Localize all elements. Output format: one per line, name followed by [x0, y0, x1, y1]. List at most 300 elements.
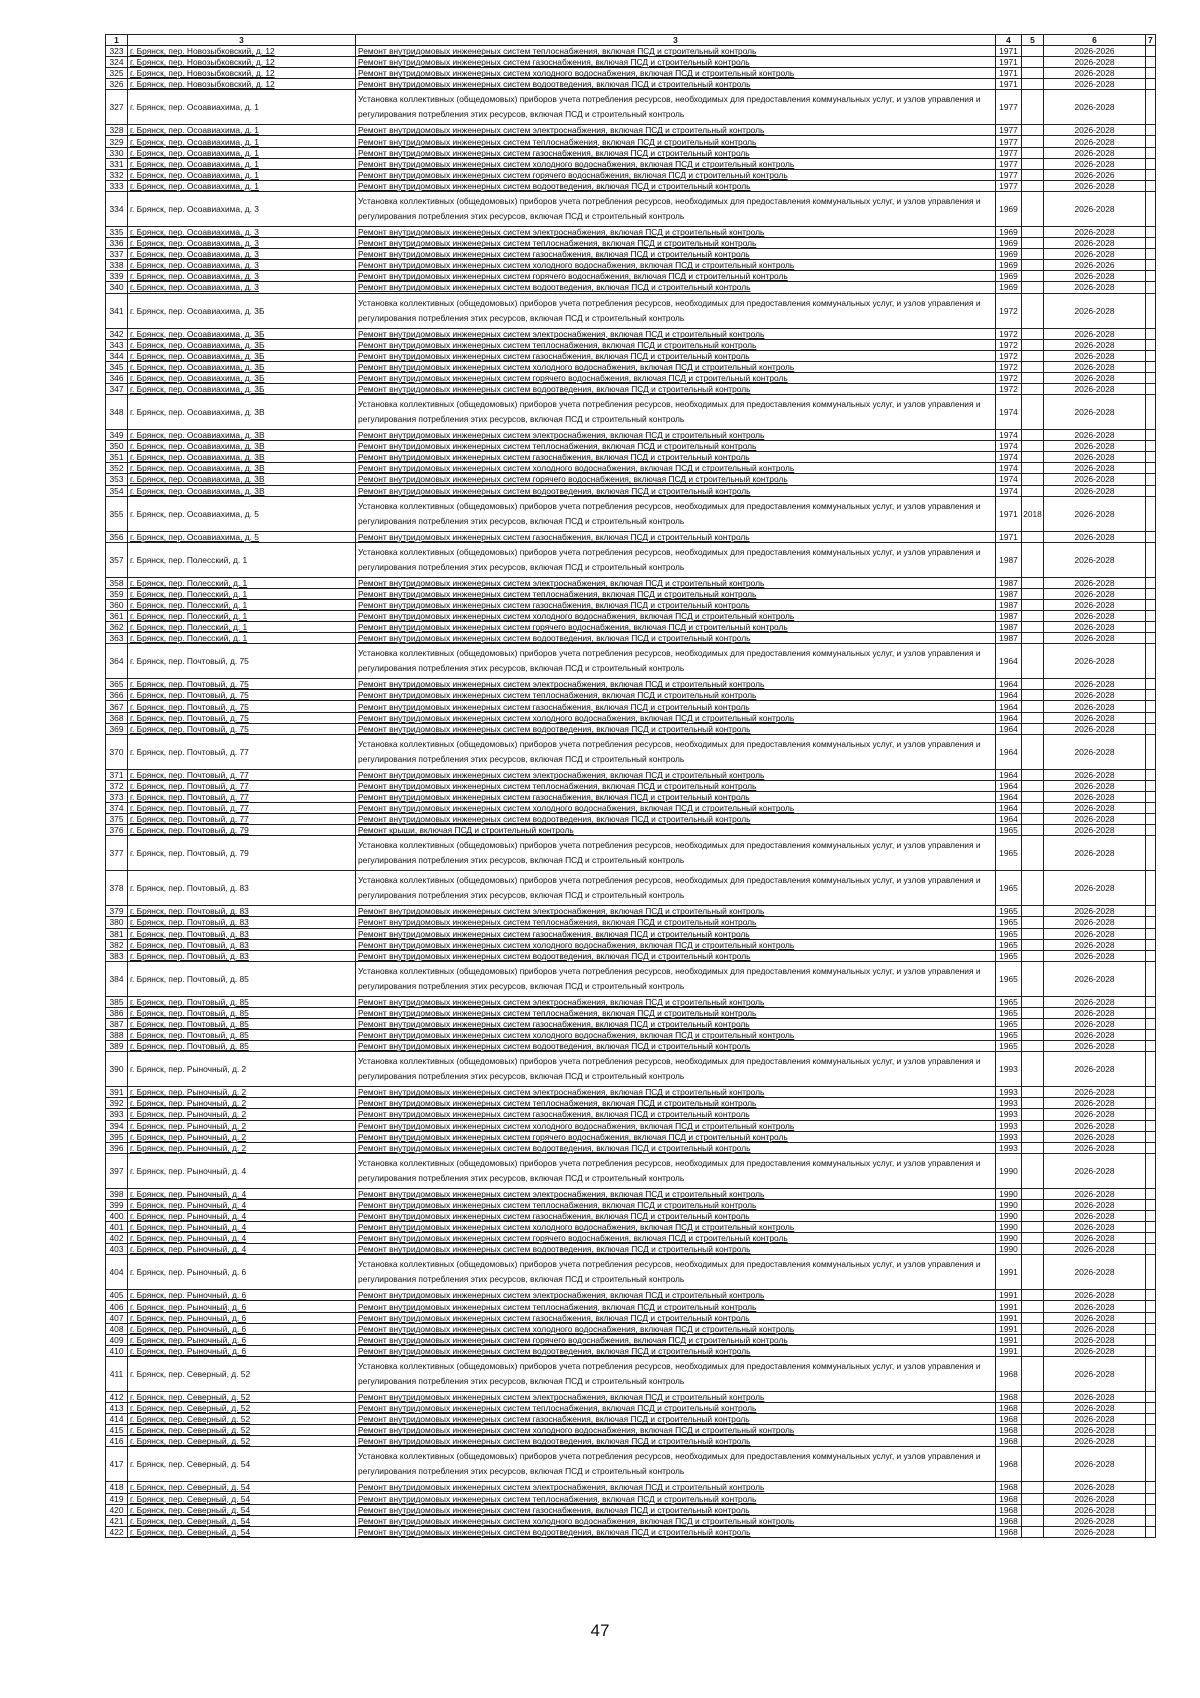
address-cell: г. Брянск, пер. Рыночный, д. 2	[128, 1052, 356, 1087]
period-cell: 2026-2028	[1044, 1312, 1146, 1323]
period-cell: 2026-2028	[1044, 734, 1146, 769]
empty-cell	[1146, 1356, 1156, 1391]
empty-cell	[1146, 701, 1156, 712]
table-row	[106, 1052, 1156, 1087]
work-description-cell: Установка коллективных (общедомовых) приборов учета потребления ресурсов, необходимых для предоставления коммунальных услуг, и узлов управления и регулирования потребления этих ресурсов, включая ПСД и строительный контроль	[356, 496, 996, 531]
address-cell: г. Брянск, пер. Полесский, д. 1	[128, 588, 356, 599]
address-cell: г. Брянск, пер. Почтовый, д. 83	[128, 917, 356, 928]
empty-cell	[1146, 1334, 1156, 1345]
table-row	[106, 1131, 1156, 1142]
empty-cell	[1146, 249, 1156, 260]
last-repair-year-cell	[1022, 339, 1044, 350]
period-cell: 2026-2028	[1044, 622, 1146, 633]
empty-cell	[1146, 90, 1156, 125]
period-cell: 2026-2028	[1044, 383, 1146, 394]
table-row	[106, 1356, 1156, 1391]
header-cell: 5	[1022, 35, 1044, 46]
table-row	[106, 361, 1156, 372]
last-repair-year-cell	[1022, 712, 1044, 723]
period-cell: 2026-2028	[1044, 339, 1146, 350]
address-cell: г. Брянск, пер. Осоавиахима, д. 3	[128, 191, 356, 226]
row-number: 323	[106, 46, 128, 57]
build-year-cell: 1991	[996, 1323, 1022, 1334]
work-description-cell: Ремонт внутридомовых инженерных систем электроснабжения, включая ПСД и строительный контроль	[356, 679, 996, 690]
empty-cell	[1146, 293, 1156, 328]
last-repair-year-cell	[1022, 350, 1044, 361]
row-number: 373	[106, 791, 128, 802]
last-repair-year-cell	[1022, 395, 1044, 430]
period-cell: 2026-2028	[1044, 542, 1146, 577]
row-number: 376	[106, 825, 128, 836]
build-year-cell: 1965	[996, 1018, 1022, 1029]
table-row	[106, 1290, 1156, 1301]
address-cell: г. Брянск, пер. Почтовый, д. 85	[128, 996, 356, 1007]
work-description-cell: Ремонт внутридомовых инженерных систем холодного водоснабжения, включая ПСД и строительный контроль	[356, 1030, 996, 1041]
work-description-cell: Ремонт внутридомовых инженерных систем газоснабжения, включая ПСД и строительный контроль	[356, 531, 996, 542]
address-cell: г. Брянск, пер. Рыночный, д. 6	[128, 1312, 356, 1323]
table-row	[106, 701, 1156, 712]
empty-cell	[1146, 1087, 1156, 1098]
build-year-cell: 1965	[996, 871, 1022, 906]
empty-cell	[1146, 395, 1156, 430]
empty-cell	[1146, 1007, 1156, 1018]
period-cell: 2026-2028	[1044, 1098, 1146, 1109]
period-cell: 2026-2028	[1044, 996, 1146, 1007]
row-number: 390	[106, 1052, 128, 1087]
period-cell: 2026-2028	[1044, 238, 1146, 249]
period-cell: 2026-2028	[1044, 588, 1146, 599]
table-row	[106, 996, 1156, 1007]
table-row	[106, 1504, 1156, 1515]
address-cell: г. Брянск, пер. Северный, д. 54	[128, 1482, 356, 1493]
work-description-cell: Ремонт внутридомовых инженерных систем теплоснабжения, включая ПСД и строительный контроль	[356, 780, 996, 791]
build-year-cell: 1968	[996, 1526, 1022, 1537]
row-number: 327	[106, 90, 128, 125]
last-repair-year-cell	[1022, 836, 1044, 871]
address-cell: г. Брянск, пер. Северный, д. 54	[128, 1447, 356, 1482]
table-row	[106, 1425, 1156, 1436]
row-number: 335	[106, 226, 128, 237]
empty-cell	[1146, 430, 1156, 441]
address-cell: г. Брянск, пер. Почтовый, д. 83	[128, 950, 356, 961]
empty-cell	[1146, 158, 1156, 169]
address-cell: г. Брянск, пер. Осоавиахима, д. 1	[128, 90, 356, 125]
row-number: 326	[106, 79, 128, 90]
period-cell: 2026-2028	[1044, 803, 1146, 814]
table-body	[106, 46, 1156, 1538]
work-description-cell: Ремонт внутридомовых инженерных систем теплоснабжения, включая ПСД и строительный контроль	[356, 441, 996, 452]
build-year-cell: 1968	[996, 1436, 1022, 1447]
empty-cell	[1146, 191, 1156, 226]
table-row	[106, 463, 1156, 474]
work-description-cell: Ремонт внутридомовых инженерных систем холодного водоснабжения, включая ПСД и строительный контроль	[356, 803, 996, 814]
row-number: 356	[106, 531, 128, 542]
table-row	[106, 836, 1156, 871]
row-number: 334	[106, 191, 128, 226]
address-cell: г. Брянск, пер. Рыночный, д. 2	[128, 1098, 356, 1109]
table-row	[106, 226, 1156, 237]
empty-cell	[1146, 238, 1156, 249]
work-description-cell: Ремонт внутридомовых инженерных систем электроснабжения, включая ПСД и строительный контроль	[356, 1482, 996, 1493]
address-cell: г. Брянск, пер. Осоавиахима, д. 3Б	[128, 350, 356, 361]
address-cell: г. Брянск, пер. Рыночный, д. 4	[128, 1233, 356, 1244]
table-row	[106, 599, 1156, 610]
work-description-cell: Ремонт внутридомовых инженерных систем теплоснабжения, включая ПСД и строительный контроль	[356, 1301, 996, 1312]
work-description-cell: Ремонт внутридомовых инженерных систем водоотведения, включая ПСД и строительный контроль	[356, 1526, 996, 1537]
period-cell: 2026-2028	[1044, 723, 1146, 734]
period-cell: 2026-2028	[1044, 871, 1146, 906]
works-table	[105, 34, 1156, 1538]
empty-cell	[1146, 260, 1156, 271]
work-description-cell: Ремонт внутридомовых инженерных систем водоотведения, включая ПСД и строительный контроль	[356, 633, 996, 644]
build-year-cell: 1990	[996, 1153, 1022, 1188]
row-number: 408	[106, 1323, 128, 1334]
address-cell: г. Брянск, пер. Полесский, д. 1	[128, 611, 356, 622]
address-cell: г. Брянск, пер. Новозыбковский, д. 12	[128, 46, 356, 57]
build-year-cell: 1969	[996, 282, 1022, 293]
work-description-cell: Ремонт внутридомовых инженерных систем холодного водоснабжения, включая ПСД и строительный контроль	[356, 712, 996, 723]
row-number: 350	[106, 441, 128, 452]
last-repair-year-cell	[1022, 1244, 1044, 1255]
period-cell: 2026-2028	[1044, 1345, 1146, 1356]
address-cell: г. Брянск, пер. Новозыбковский, д. 12	[128, 79, 356, 90]
empty-cell	[1146, 1153, 1156, 1188]
last-repair-year-cell	[1022, 372, 1044, 383]
work-description-cell: Ремонт внутридомовых инженерных систем электроснабжения, включая ПСД и строительный контроль	[356, 226, 996, 237]
empty-cell	[1146, 644, 1156, 679]
address-cell: г. Брянск, пер. Осоавиахима, д. 3Б	[128, 372, 356, 383]
last-repair-year-cell	[1022, 633, 1044, 644]
empty-cell	[1146, 1120, 1156, 1131]
period-cell: 2026-2028	[1044, 1244, 1146, 1255]
empty-cell	[1146, 441, 1156, 452]
last-repair-year-cell	[1022, 282, 1044, 293]
period-cell: 2026-2028	[1044, 769, 1146, 780]
address-cell: г. Брянск, пер. Рыночный, д. 2	[128, 1131, 356, 1142]
period-cell: 2026-2028	[1044, 1356, 1146, 1391]
build-year-cell: 1968	[996, 1403, 1022, 1414]
period-cell: 2026-2028	[1044, 1255, 1146, 1290]
address-cell: г. Брянск, пер. Почтовый, д. 75	[128, 679, 356, 690]
table-row	[106, 1087, 1156, 1098]
last-repair-year-cell	[1022, 1493, 1044, 1504]
row-number: 357	[106, 542, 128, 577]
empty-cell	[1146, 611, 1156, 622]
table-row	[106, 622, 1156, 633]
empty-cell	[1146, 723, 1156, 734]
last-repair-year-cell	[1022, 780, 1044, 791]
build-year-cell: 1971	[996, 68, 1022, 79]
period-cell: 2026-2026	[1044, 260, 1146, 271]
table-row	[106, 769, 1156, 780]
table-row	[106, 939, 1156, 950]
last-repair-year-cell	[1022, 1142, 1044, 1153]
period-cell: 2026-2028	[1044, 372, 1146, 383]
period-cell: 2026-2028	[1044, 328, 1146, 339]
address-cell: г. Брянск, пер. Новозыбковский, д. 12	[128, 68, 356, 79]
table-row	[106, 1515, 1156, 1526]
work-description-cell: Ремонт внутридомовых инженерных систем холодного водоснабжения, включая ПСД и строительный контроль	[356, 1425, 996, 1436]
empty-cell	[1146, 633, 1156, 644]
row-number: 346	[106, 372, 128, 383]
row-number: 403	[106, 1244, 128, 1255]
period-cell: 2026-2028	[1044, 191, 1146, 226]
table-row	[106, 1403, 1156, 1414]
last-repair-year-cell	[1022, 169, 1044, 180]
build-year-cell: 1990	[996, 1188, 1022, 1199]
empty-cell	[1146, 1447, 1156, 1482]
table-row	[106, 68, 1156, 79]
table-row	[106, 485, 1156, 496]
period-cell: 2026-2028	[1044, 1211, 1146, 1222]
work-description-cell: Ремонт внутридомовых инженерных систем водоотведения, включая ПСД и строительный контроль	[356, 1244, 996, 1255]
work-description-cell: Установка коллективных (общедомовых) приборов учета потребления ресурсов, необходимых для предоставления коммунальных услуг, и узлов управления и регулирования потребления этих ресурсов, включая ПСД и строительный контроль	[356, 90, 996, 125]
build-year-cell: 1987	[996, 599, 1022, 610]
address-cell: г. Брянск, пер. Осоавиахима, д. 1	[128, 158, 356, 169]
period-cell: 2026-2028	[1044, 90, 1146, 125]
build-year-cell: 1972	[996, 361, 1022, 372]
last-repair-year-cell	[1022, 1290, 1044, 1301]
build-year-cell: 1969	[996, 238, 1022, 249]
row-number: 343	[106, 339, 128, 350]
empty-cell	[1146, 271, 1156, 282]
row-number: 404	[106, 1255, 128, 1290]
build-year-cell: 1990	[996, 1222, 1022, 1233]
period-cell: 2026-2028	[1044, 690, 1146, 701]
work-description-cell: Ремонт внутридомовых инженерных систем водоотведения, включая ПСД и строительный контроль	[356, 485, 996, 496]
address-cell: г. Брянск, пер. Почтовый, д. 77	[128, 734, 356, 769]
build-year-cell: 1965	[996, 928, 1022, 939]
address-cell: г. Брянск, пер. Северный, д. 52	[128, 1391, 356, 1402]
period-cell: 2026-2028	[1044, 1233, 1146, 1244]
address-cell: г. Брянск, пер. Почтовый, д. 83	[128, 871, 356, 906]
empty-cell	[1146, 180, 1156, 191]
address-cell: г. Брянск, пер. Осоавиахима, д. 3	[128, 226, 356, 237]
last-repair-year-cell	[1022, 57, 1044, 68]
row-number: 398	[106, 1188, 128, 1199]
build-year-cell: 1965	[996, 1041, 1022, 1052]
last-repair-year-cell	[1022, 1504, 1044, 1515]
period-cell: 2026-2028	[1044, 282, 1146, 293]
table-row	[106, 1211, 1156, 1222]
last-repair-year-cell	[1022, 1391, 1044, 1402]
last-repair-year-cell	[1022, 611, 1044, 622]
work-description-cell: Ремонт внутридомовых инженерных систем теплоснабжения, включая ПСД и строительный контроль	[356, 1493, 996, 1504]
row-number: 413	[106, 1403, 128, 1414]
address-cell: г. Брянск, пер. Почтовый, д. 77	[128, 780, 356, 791]
work-description-cell: Ремонт внутридомовых инженерных систем холодного водоснабжения, включая ПСД и строительный контроль	[356, 260, 996, 271]
table-row	[106, 1447, 1156, 1482]
period-cell: 2026-2028	[1044, 249, 1146, 260]
work-description-cell: Ремонт внутридомовых инженерных систем горячего водоснабжения, включая ПСД и строительный контроль	[356, 1334, 996, 1345]
build-year-cell: 1968	[996, 1504, 1022, 1515]
table-row	[106, 249, 1156, 260]
build-year-cell: 1974	[996, 441, 1022, 452]
last-repair-year-cell	[1022, 1515, 1044, 1526]
row-number: 415	[106, 1425, 128, 1436]
row-number: 371	[106, 769, 128, 780]
period-cell: 2026-2028	[1044, 791, 1146, 802]
work-description-cell: Установка коллективных (общедомовых) приборов учета потребления ресурсов, необходимых для предоставления коммунальных услуг, и узлов управления и регулирования потребления этих ресурсов, включая ПСД и строительный контроль	[356, 961, 996, 996]
row-number: 372	[106, 780, 128, 791]
address-cell: г. Брянск, пер. Рыночный, д. 4	[128, 1188, 356, 1199]
address-cell: г. Брянск, пер. Почтовый, д. 75	[128, 712, 356, 723]
empty-cell	[1146, 496, 1156, 531]
work-description-cell: Ремонт внутридомовых инженерных систем горячего водоснабжения, включая ПСД и строительный контроль	[356, 372, 996, 383]
row-number: 384	[106, 961, 128, 996]
build-year-cell: 1964	[996, 734, 1022, 769]
page-number: 47	[590, 1621, 610, 1640]
address-cell: г. Брянск, пер. Рыночный, д. 4	[128, 1244, 356, 1255]
table-row	[106, 46, 1156, 57]
address-cell: г. Брянск, пер. Осоавиахима, д. 3В	[128, 441, 356, 452]
row-number: 383	[106, 950, 128, 961]
row-number: 337	[106, 249, 128, 260]
table-row	[106, 339, 1156, 350]
last-repair-year-cell	[1022, 1030, 1044, 1041]
last-repair-year-cell	[1022, 1007, 1044, 1018]
address-cell: г. Брянск, пер. Рыночный, д. 6	[128, 1290, 356, 1301]
last-repair-year-cell	[1022, 79, 1044, 90]
period-cell: 2026-2028	[1044, 1301, 1146, 1312]
last-repair-year-cell	[1022, 191, 1044, 226]
last-repair-year-cell	[1022, 871, 1044, 906]
work-description-cell: Ремонт внутридомовых инженерных систем холодного водоснабжения, включая ПСД и строительный контроль	[356, 1222, 996, 1233]
address-cell: г. Брянск, пер. Рыночный, д. 2	[128, 1142, 356, 1153]
empty-cell	[1146, 542, 1156, 577]
address-cell: г. Брянск, пер. Полесский, д. 1	[128, 633, 356, 644]
empty-cell	[1146, 383, 1156, 394]
period-cell: 2026-2028	[1044, 1493, 1146, 1504]
period-cell: 2026-2028	[1044, 441, 1146, 452]
work-description-cell: Ремонт внутридомовых инженерных систем водоотведения, включая ПСД и строительный контроль	[356, 950, 996, 961]
empty-cell	[1146, 917, 1156, 928]
address-cell: г. Брянск, пер. Почтовый, д. 75	[128, 723, 356, 734]
period-cell: 2026-2028	[1044, 68, 1146, 79]
row-number: 352	[106, 463, 128, 474]
empty-cell	[1146, 1345, 1156, 1356]
last-repair-year-cell	[1022, 599, 1044, 610]
last-repair-year-cell	[1022, 1131, 1044, 1142]
work-description-cell: Ремонт внутридомовых инженерных систем теплоснабжения, включая ПСД и строительный контроль	[356, 588, 996, 599]
work-description-cell: Ремонт внутридомовых инженерных систем газоснабжения, включая ПСД и строительный контроль	[356, 928, 996, 939]
last-repair-year-cell	[1022, 1153, 1044, 1188]
last-repair-year-cell	[1022, 361, 1044, 372]
work-description-cell: Ремонт внутридомовых инженерных систем водоотведения, включая ПСД и строительный контроль	[356, 180, 996, 191]
last-repair-year-cell	[1022, 180, 1044, 191]
build-year-cell: 1968	[996, 1414, 1022, 1425]
last-repair-year-cell	[1022, 1098, 1044, 1109]
address-cell: г. Брянск, пер. Рыночный, д. 4	[128, 1211, 356, 1222]
row-number: 378	[106, 871, 128, 906]
period-cell: 2026-2028	[1044, 1414, 1146, 1425]
empty-cell	[1146, 690, 1156, 701]
table-row	[106, 1007, 1156, 1018]
address-cell: г. Брянск, пер. Почтовый, д. 83	[128, 939, 356, 950]
address-cell: г. Брянск, пер. Осоавиахима, д. 3В	[128, 463, 356, 474]
row-number: 349	[106, 430, 128, 441]
work-description-cell: Ремонт внутридомовых инженерных систем электроснабжения, включая ПСД и строительный контроль	[356, 125, 996, 136]
period-cell: 2026-2028	[1044, 780, 1146, 791]
period-cell: 2026-2028	[1044, 293, 1146, 328]
address-cell: г. Брянск, пер. Рыночный, д. 4	[128, 1153, 356, 1188]
row-number: 417	[106, 1447, 128, 1482]
period-cell: 2026-2028	[1044, 1290, 1146, 1301]
table-row	[106, 531, 1156, 542]
build-year-cell: 1965	[996, 917, 1022, 928]
table-row	[106, 1391, 1156, 1402]
work-description-cell: Ремонт внутридомовых инженерных систем электроснабжения, включая ПСД и строительный контроль	[356, 1391, 996, 1402]
empty-cell	[1146, 1244, 1156, 1255]
row-number: 377	[106, 836, 128, 871]
build-year-cell: 1969	[996, 249, 1022, 260]
period-cell: 2026-2028	[1044, 1109, 1146, 1120]
period-cell: 2026-2028	[1044, 599, 1146, 610]
work-description-cell: Ремонт внутридомовых инженерных систем горячего водоснабжения, включая ПСД и строительный контроль	[356, 271, 996, 282]
last-repair-year-cell	[1022, 1356, 1044, 1391]
empty-cell	[1146, 599, 1156, 610]
table-row	[106, 372, 1156, 383]
work-description-cell: Установка коллективных (общедомовых) приборов учета потребления ресурсов, необходимых для предоставления коммунальных услуг, и узлов управления и регулирования потребления этих ресурсов, включая ПСД и строительный контроль	[356, 871, 996, 906]
table-row	[106, 191, 1156, 226]
last-repair-year-cell	[1022, 961, 1044, 996]
address-cell: г. Брянск, пер. Осоавиахима, д. 3Б	[128, 383, 356, 394]
last-repair-year-cell	[1022, 249, 1044, 260]
table-row	[106, 633, 1156, 644]
empty-cell	[1146, 125, 1156, 136]
period-cell: 2026-2028	[1044, 147, 1146, 158]
period-cell: 2026-2028	[1044, 496, 1146, 531]
period-cell: 2026-2028	[1044, 1188, 1146, 1199]
work-description-cell: Ремонт внутридомовых инженерных систем газоснабжения, включая ПСД и строительный контроль	[356, 599, 996, 610]
empty-cell	[1146, 1109, 1156, 1120]
row-number: 388	[106, 1030, 128, 1041]
row-number: 420	[106, 1504, 128, 1515]
row-number: 347	[106, 383, 128, 394]
empty-cell	[1146, 871, 1156, 906]
empty-cell	[1146, 734, 1156, 769]
row-number: 368	[106, 712, 128, 723]
build-year-cell: 1965	[996, 906, 1022, 917]
table-row	[106, 928, 1156, 939]
build-year-cell: 1991	[996, 1255, 1022, 1290]
empty-cell	[1146, 961, 1156, 996]
last-repair-year-cell	[1022, 950, 1044, 961]
address-cell: г. Брянск, пер. Северный, д. 52	[128, 1403, 356, 1414]
last-repair-year-cell	[1022, 1087, 1044, 1098]
row-number: 345	[106, 361, 128, 372]
build-year-cell: 1968	[996, 1493, 1022, 1504]
last-repair-year-cell	[1022, 1414, 1044, 1425]
empty-cell	[1146, 622, 1156, 633]
work-description-cell: Ремонт внутридомовых инженерных систем теплоснабжения, включая ПСД и строительный контроль	[356, 339, 996, 350]
build-year-cell: 1969	[996, 260, 1022, 271]
work-description-cell: Ремонт внутридомовых инженерных систем теплоснабжения, включая ПСД и строительный контроль	[356, 1007, 996, 1018]
build-year-cell: 1964	[996, 769, 1022, 780]
address-cell: г. Брянск, пер. Рыночный, д. 2	[128, 1120, 356, 1131]
work-description-cell: Ремонт крыши, включая ПСД и строительный контроль	[356, 825, 996, 836]
empty-cell	[1146, 712, 1156, 723]
period-cell: 2026-2028	[1044, 939, 1146, 950]
row-number: 367	[106, 701, 128, 712]
build-year-cell: 1991	[996, 1301, 1022, 1312]
last-repair-year-cell	[1022, 1312, 1044, 1323]
table-row	[106, 496, 1156, 531]
work-description-cell: Установка коллективных (общедомовых) приборов учета потребления ресурсов, необходимых для предоставления коммунальных услуг, и узлов управления и регулирования потребления этих ресурсов, включая ПСД и строительный контроль	[356, 293, 996, 328]
table-row	[106, 90, 1156, 125]
row-number: 338	[106, 260, 128, 271]
address-cell: г. Брянск, пер. Почтовый, д. 77	[128, 769, 356, 780]
